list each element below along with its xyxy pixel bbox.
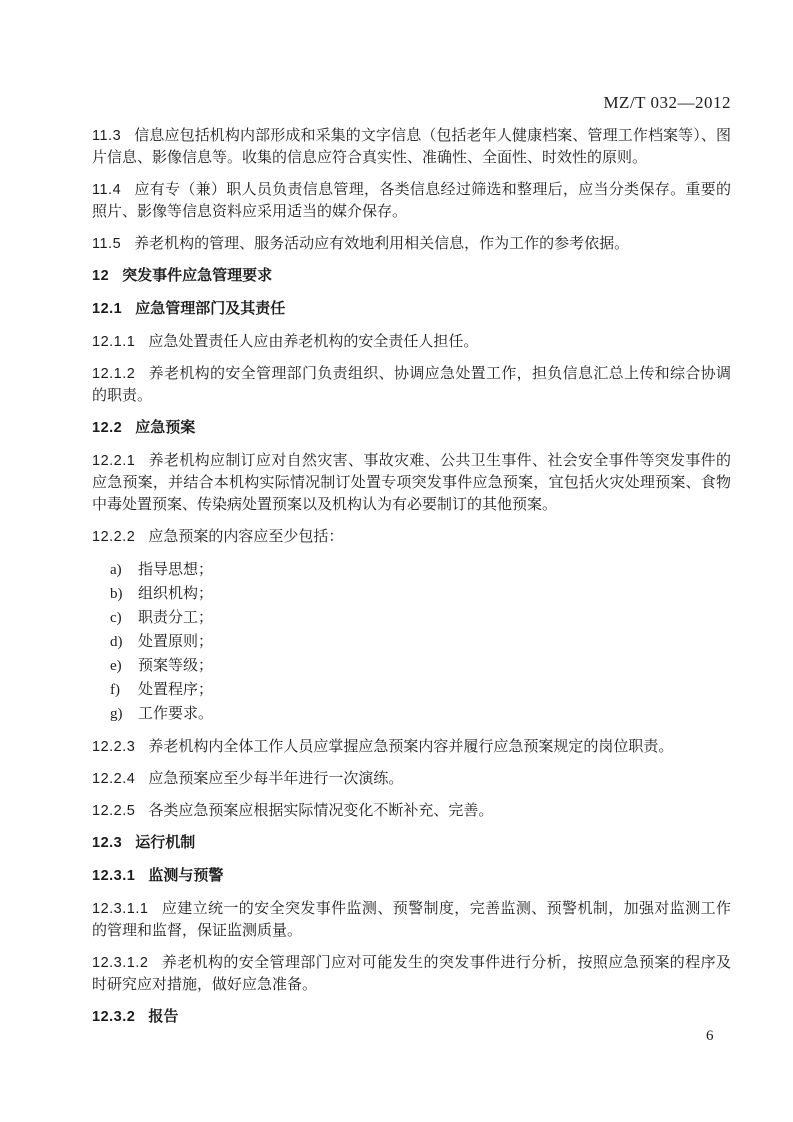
list-item-text: 预案等级； bbox=[138, 658, 214, 674]
section-heading-12 bbox=[92, 265, 731, 287]
heading-text: 报告 bbox=[148, 1008, 179, 1025]
heading-text: 应急预案 bbox=[135, 419, 196, 436]
list-item-text: 指导思想； bbox=[138, 562, 214, 578]
clause-number: 12.2.3 bbox=[92, 739, 136, 755]
list-item-text: 职责分工； bbox=[138, 610, 214, 626]
heading-text: 监测与预警 bbox=[148, 867, 224, 884]
clause-text: 应急处置责任人应由养老机构的安全责任人担任。 bbox=[148, 334, 479, 350]
clause-text: 应急预案的内容应至少包括： bbox=[148, 529, 344, 545]
clause-text: 养老机构的安全管理部门应对可能发生的突发事件进行分析，按照应急预案的程序及时研究应对措施，做好应急准备。 bbox=[92, 955, 731, 993]
list-item-d bbox=[110, 630, 731, 654]
clause-number: 12.1 bbox=[92, 301, 123, 317]
list-item-label: e) bbox=[110, 658, 122, 674]
clause-12-1-1 bbox=[92, 331, 731, 353]
clause-12-2-3 bbox=[92, 736, 731, 758]
clause-12-2-4 bbox=[92, 768, 731, 790]
clause-11-3 bbox=[92, 125, 731, 169]
clause-text: 养老机构的安全管理部门负责组织、协调应急处置工作，担负信息汇总上传和综合协调的职责。 bbox=[92, 366, 731, 404]
list-item-text: 处置原则； bbox=[138, 634, 214, 650]
clause-12-2-5 bbox=[92, 800, 731, 822]
clause-number: 12.2.2 bbox=[92, 529, 136, 545]
clause-number: 11.5 bbox=[92, 236, 122, 252]
clause-12-2-2-list bbox=[92, 558, 731, 726]
list-item-a bbox=[110, 558, 731, 582]
document-body bbox=[92, 125, 731, 1028]
list-item-text: 组织机构； bbox=[138, 586, 214, 602]
list-item-c bbox=[110, 606, 731, 630]
list-item-text: 工作要求。 bbox=[138, 706, 214, 722]
list-item-text: 处置程序； bbox=[138, 682, 214, 698]
clause-number: 12.3.1.1 bbox=[92, 901, 149, 917]
list-item-f bbox=[110, 678, 731, 702]
section-heading-12-2 bbox=[92, 417, 731, 439]
heading-text: 应急管理部门及其责任 bbox=[135, 300, 286, 317]
section-heading-12-3-1 bbox=[92, 865, 731, 887]
clause-number: 12 bbox=[92, 268, 110, 284]
clause-text: 信息应包括机构内部形成和采集的文字信息（包括老年人健康档案、管理工作档案等）、图片信息、影像信息等。收集的信息应符合真实性、准确性、全面性、时效性的原则。 bbox=[92, 128, 731, 166]
clause-number: 12.3.2 bbox=[92, 1009, 136, 1025]
list-item-e bbox=[110, 654, 731, 678]
section-heading-12-3-2 bbox=[92, 1006, 731, 1028]
clause-12-3-1-2 bbox=[92, 952, 731, 996]
clause-11-5 bbox=[92, 233, 731, 255]
clause-number: 12.3 bbox=[92, 835, 123, 851]
page-number: 6 bbox=[706, 1028, 714, 1044]
clause-text: 养老机构的管理、服务活动应有效地利用相关信息，作为工作的参考依据。 bbox=[134, 236, 630, 252]
clause-number: 12.1.1 bbox=[92, 334, 136, 350]
list-item-label: c) bbox=[110, 610, 122, 626]
section-heading-12-3 bbox=[92, 832, 731, 854]
clause-number: 12.3.1.2 bbox=[92, 955, 149, 971]
clause-text: 应有专（兼）职人员负责信息管理，各类信息经过筛选和整理后，应当分类保存。重要的照片、影像等信息资料应采用适当的媒介保存。 bbox=[92, 182, 731, 220]
list-item-label: d) bbox=[110, 634, 123, 650]
clause-number: 12.2.1 bbox=[92, 453, 136, 469]
clause-11-4 bbox=[92, 179, 731, 223]
heading-text: 突发事件应急管理要求 bbox=[122, 267, 273, 284]
clause-12-1-2 bbox=[92, 363, 731, 407]
clause-12-3-1-1 bbox=[92, 898, 731, 942]
clause-number: 11.4 bbox=[92, 182, 122, 198]
clause-12-2-1 bbox=[92, 450, 731, 516]
list-item-g bbox=[110, 702, 731, 726]
clause-text: 养老机构应制订应对自然灾害、事故灾难、公共卫生事件、社会安全事件等突发事件的应急预案，并结合本机构实际情况制订处置专项突发事件应急预案，宜包括火灾处理预案、食物中毒处置预案、传染病处置预案以及机构认为有必要制订的其他预案。 bbox=[92, 453, 731, 513]
clause-text: 应急预案应至少每半年进行一次演练。 bbox=[148, 771, 404, 787]
list-item-label: b) bbox=[110, 586, 123, 602]
clause-number: 12.2.4 bbox=[92, 771, 136, 787]
clause-12-2-2 bbox=[92, 526, 731, 548]
clause-text: 各类应急预案应根据实际情况变化不断补充、完善。 bbox=[148, 803, 494, 819]
clause-number: 12.3.1 bbox=[92, 868, 136, 884]
doc-number-header: MZ/T 032—2012 bbox=[603, 93, 731, 112]
clause-number: 11.3 bbox=[92, 128, 122, 144]
clause-text: 养老机构内全体工作人员应掌握应急预案内容并履行应急预案规定的岗位职责。 bbox=[148, 739, 674, 755]
heading-text: 运行机制 bbox=[135, 834, 196, 851]
section-heading-12-1 bbox=[92, 298, 731, 320]
clause-number: 12.1.2 bbox=[92, 366, 136, 382]
list-item-label: f) bbox=[110, 682, 120, 698]
clause-number: 12.2 bbox=[92, 420, 123, 436]
list-item-b bbox=[110, 582, 731, 606]
list-item-label: g) bbox=[110, 706, 123, 722]
list-item-label: a) bbox=[110, 562, 122, 578]
clause-number: 12.2.5 bbox=[92, 803, 136, 819]
clause-text: 应建立统一的安全突发事件监测、预警制度，完善监测、预警机制，加强对监测工作的管理和监督，保证监测质量。 bbox=[92, 901, 731, 939]
